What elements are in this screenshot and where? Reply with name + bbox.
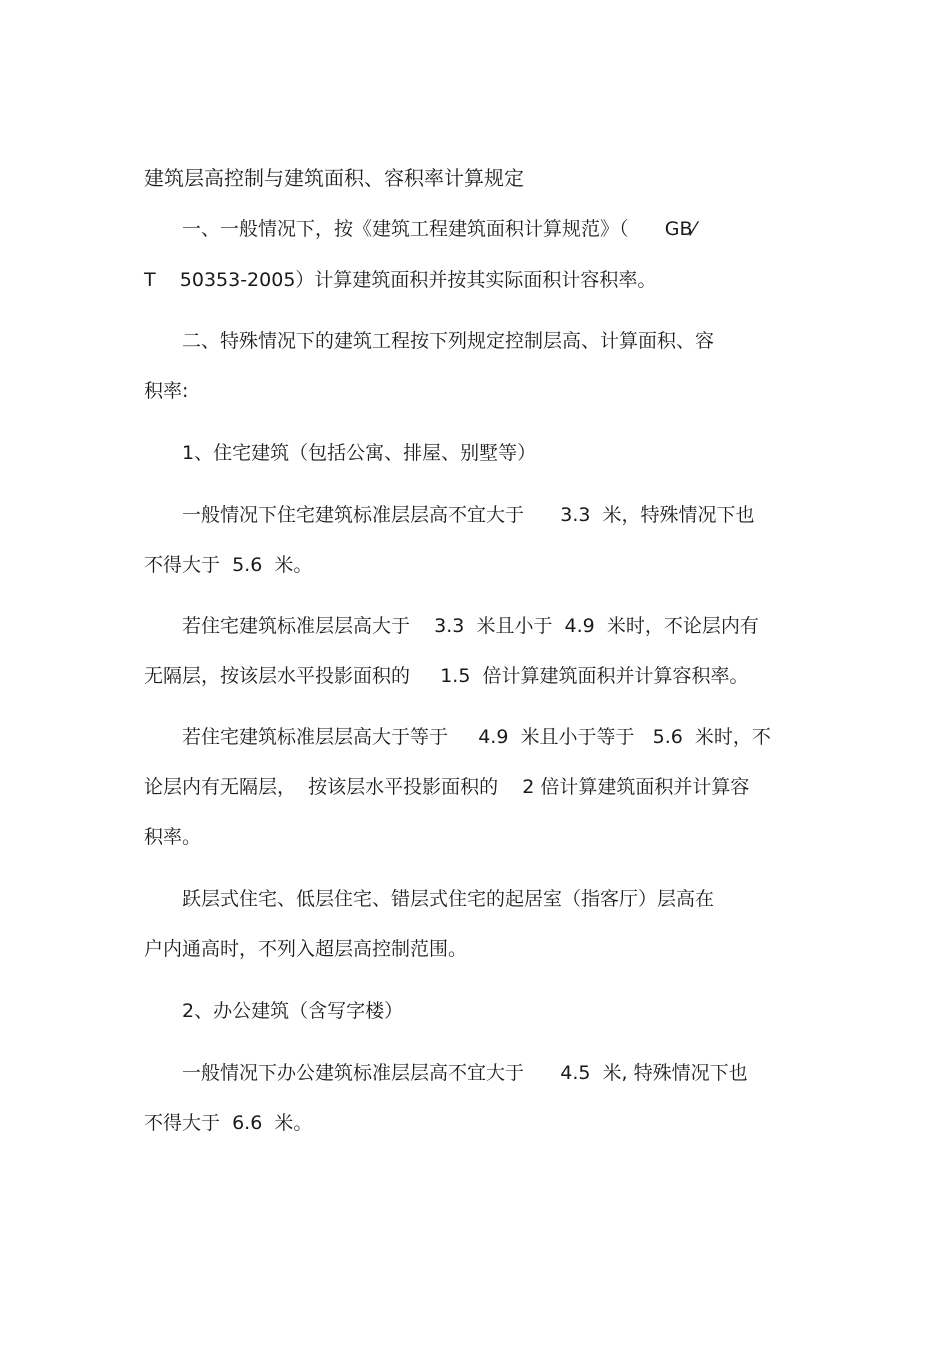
paragraph-line: 若住宅建筑标准层层高大于 3.3 米且小于 4.9 米时，不论层内有 (182, 615, 759, 637)
paragraph-line: 户内通高时，不列入超层高控制范围。 (144, 938, 468, 960)
paragraph-line: 积率。 (144, 826, 202, 848)
paragraph-line: 不得大于 5.6 米。 (144, 554, 313, 576)
section-heading: 2、办公建筑（含写字楼） (182, 1000, 404, 1022)
document-title: 建筑层高控制与建筑面积、容积率计算规定 (144, 166, 524, 190)
section-heading: 1、住宅建筑（包括公寓、排屋、别墅等） (182, 442, 537, 464)
paragraph-line: 二、特殊情况下的建筑工程按下列规定控制层高、计算面积、容 (182, 330, 715, 352)
paragraph-line: 一、一般情况下，按《建筑工程建筑面积计算规范》（ GB⁄ (182, 218, 696, 240)
paragraph-line: 论层内有无隔层， 按该层水平投影面积的 2 倍计算建筑面积并计算容 (144, 776, 750, 798)
paragraph-line: 积率: (144, 380, 189, 402)
paragraph-line: 一般情况下办公建筑标准层层高不宜大于 4.5 米, 特殊情况下也 (182, 1062, 748, 1084)
paragraph-line: 一般情况下住宅建筑标准层层高不宜大于 3.3 米，特殊情况下也 (182, 504, 755, 526)
paragraph-line: 若住宅建筑标准层层高大于等于 4.9 米且小于等于 5.6 米时，不 (182, 726, 771, 748)
paragraph-line: 跃层式住宅、低层住宅、错层式住宅的起居室（指客厅）层高在 (182, 888, 715, 910)
paragraph-line: T 50353-2005）计算建筑面积并按其实际面积计容积率。 (144, 269, 657, 291)
paragraph-line: 无隔层，按该层水平投影面积的 1.5 倍计算建筑面积并计算容积率。 (144, 665, 749, 687)
paragraph-line: 不得大于 6.6 米。 (144, 1112, 313, 1134)
